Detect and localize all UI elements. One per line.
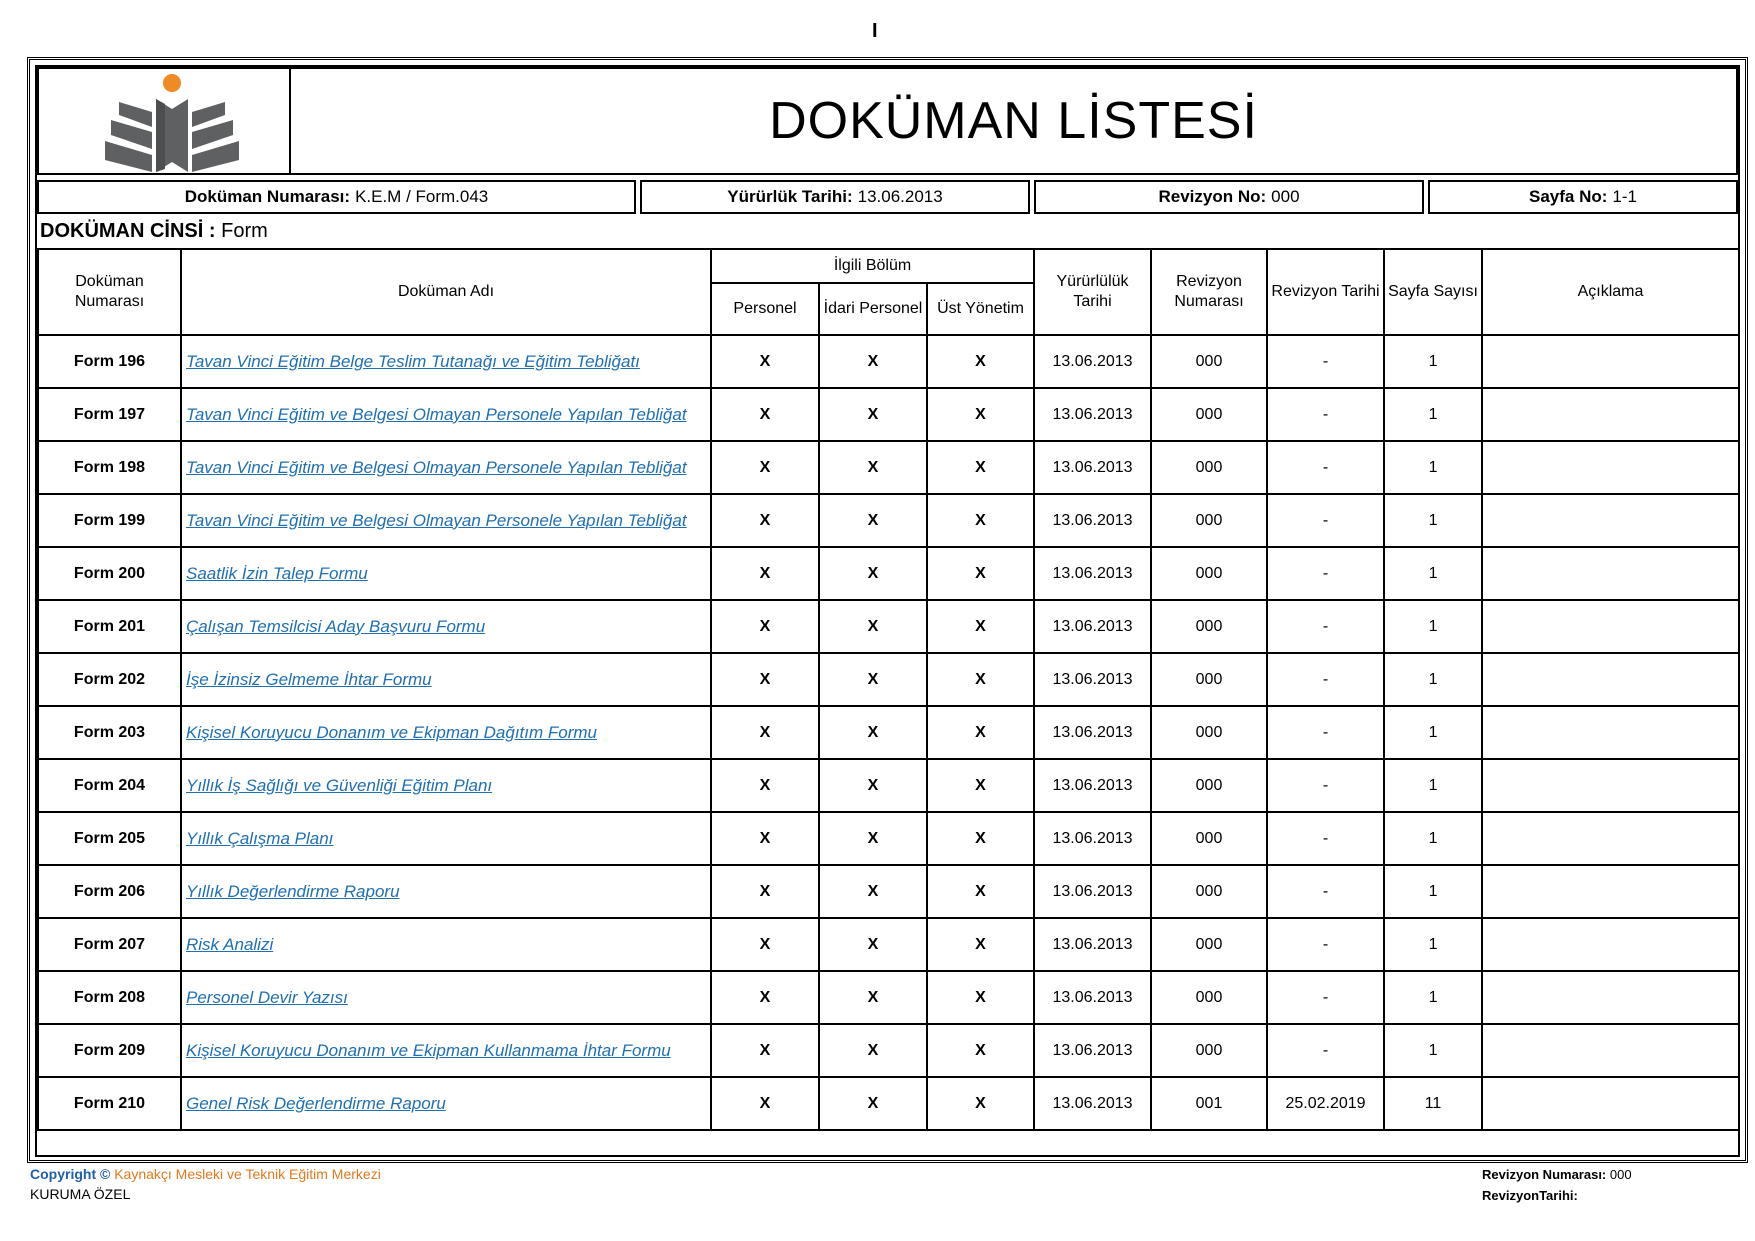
footer-rev-date-label: RevizyonTarihi: (1482, 1188, 1578, 1203)
row-doc-name (181, 865, 711, 918)
doc-number-value: K.E.M / Form.043 (355, 187, 489, 206)
row-admin-personnel-mark: X (819, 388, 927, 441)
doc-link[interactable]: İşe İzinsiz Gelmeme İhtar Formu (186, 669, 432, 689)
doc-link[interactable]: Tavan Vinci Eğitim ve Belgesi Olmayan Personele Yapılan Tebliğat (186, 457, 687, 477)
table-row (38, 653, 1739, 706)
table-row (38, 759, 1739, 812)
doc-type-label: DOKÜMAN CİNSİ : (40, 220, 216, 242)
row-personnel-mark: X (711, 865, 819, 918)
table-row (38, 865, 1739, 918)
row-revision-number: 000 (1151, 706, 1267, 759)
row-revision-number: 000 (1151, 600, 1267, 653)
row-doc-name (181, 388, 711, 441)
row-revision-date: - (1267, 441, 1384, 494)
doc-number-label: Doküman Numarası: (184, 187, 351, 206)
row-revision-number: 000 (1151, 865, 1267, 918)
header-doc-name: Doküman Adı (181, 249, 711, 335)
row-description (1482, 1077, 1739, 1130)
row-personnel-mark: X (711, 335, 819, 388)
doc-link[interactable]: Yıllık Değerlendirme Raporu (186, 881, 400, 901)
row-doc-name (181, 1024, 711, 1077)
row-top-management-mark: X (927, 494, 1034, 547)
row-doc-name (181, 547, 711, 600)
document-title: DOKÜMAN LİSTESİ (769, 92, 1258, 150)
row-doc-number: Form 200 (38, 547, 181, 600)
row-top-management-mark: X (927, 1077, 1034, 1130)
row-revision-number: 000 (1151, 441, 1267, 494)
document-info-bar (37, 180, 1738, 214)
row-page-count: 1 (1384, 759, 1482, 812)
row-personnel-mark: X (711, 441, 819, 494)
copyright-label: Copyright © (30, 1166, 111, 1182)
row-revision-date: - (1267, 335, 1384, 388)
row-effective-date: 13.06.2013 (1034, 865, 1151, 918)
row-top-management-mark: X (927, 706, 1034, 759)
table-row (38, 918, 1739, 971)
row-doc-number: Form 202 (38, 653, 181, 706)
row-page-count: 1 (1384, 865, 1482, 918)
row-revision-number: 000 (1151, 388, 1267, 441)
row-revision-date: - (1267, 388, 1384, 441)
doc-link[interactable]: Tavan Vinci Eğitim ve Belgesi Olmayan Personele Yapılan Tebliğat (186, 510, 687, 530)
row-admin-personnel-mark: X (819, 971, 927, 1024)
header-admin-personnel: İdari Personel (819, 283, 927, 335)
revision-label: Revizyon No: (1158, 187, 1267, 206)
row-revision-number: 001 (1151, 1077, 1267, 1130)
row-description (1482, 547, 1739, 600)
logo-cell (39, 69, 291, 173)
row-doc-number: Form 207 (38, 918, 181, 971)
table-row (38, 1024, 1739, 1077)
doc-link[interactable]: Personel Devir Yazısı (186, 987, 348, 1007)
row-page-count: 1 (1384, 494, 1482, 547)
row-page-count: 1 (1384, 335, 1482, 388)
row-personnel-mark: X (711, 812, 819, 865)
row-page-count: 1 (1384, 971, 1482, 1024)
row-effective-date: 13.06.2013 (1034, 1024, 1151, 1077)
page-mark: I (872, 20, 878, 42)
row-doc-number: Form 210 (38, 1077, 181, 1130)
row-description (1482, 706, 1739, 759)
row-admin-personnel-mark: X (819, 494, 927, 547)
row-effective-date: 13.06.2013 (1034, 971, 1151, 1024)
row-description (1482, 812, 1739, 865)
footer-rev-number-label: Revizyon Numarası: (1482, 1167, 1607, 1182)
row-revision-number: 000 (1151, 1024, 1267, 1077)
row-admin-personnel-mark: X (819, 759, 927, 812)
row-description (1482, 971, 1739, 1024)
row-top-management-mark: X (927, 918, 1034, 971)
row-effective-date: 13.06.2013 (1034, 653, 1151, 706)
row-description (1482, 600, 1739, 653)
row-personnel-mark: X (711, 653, 819, 706)
row-doc-name (181, 1077, 711, 1130)
page-number-value: 1-1 (1612, 187, 1637, 206)
row-description (1482, 918, 1739, 971)
table-row (38, 335, 1739, 388)
row-page-count: 11 (1384, 1077, 1482, 1130)
row-page-count: 1 (1384, 653, 1482, 706)
row-effective-date: 13.06.2013 (1034, 706, 1151, 759)
row-top-management-mark: X (927, 759, 1034, 812)
row-doc-number: Form 204 (38, 759, 181, 812)
row-personnel-mark: X (711, 1077, 819, 1130)
row-page-count: 1 (1384, 600, 1482, 653)
row-revision-number: 000 (1151, 653, 1267, 706)
row-personnel-mark: X (711, 547, 819, 600)
row-revision-date: - (1267, 600, 1384, 653)
page-number-box (1428, 180, 1738, 214)
doc-link[interactable]: Kişisel Koruyucu Donanım ve Ekipman Dağıtım Formu (186, 722, 597, 742)
row-doc-name (181, 759, 711, 812)
row-revision-number: 000 (1151, 335, 1267, 388)
row-revision-number: 000 (1151, 494, 1267, 547)
row-admin-personnel-mark: X (819, 812, 927, 865)
row-doc-name (181, 706, 711, 759)
row-effective-date: 13.06.2013 (1034, 441, 1151, 494)
table-row (38, 1077, 1739, 1130)
row-admin-personnel-mark: X (819, 706, 927, 759)
row-description (1482, 441, 1739, 494)
revision-value: 000 (1271, 187, 1300, 206)
row-personnel-mark: X (711, 600, 819, 653)
doc-number-box (37, 180, 636, 214)
footer-right (1482, 1164, 1632, 1206)
row-top-management-mark: X (927, 865, 1034, 918)
row-effective-date: 13.06.2013 (1034, 335, 1151, 388)
row-personnel-mark: X (711, 706, 819, 759)
row-revision-date: - (1267, 494, 1384, 547)
institution-logo-icon (39, 69, 289, 173)
row-revision-date: - (1267, 918, 1384, 971)
row-doc-number: Form 203 (38, 706, 181, 759)
row-revision-date: - (1267, 865, 1384, 918)
row-revision-number: 000 (1151, 759, 1267, 812)
document-header (37, 67, 1738, 175)
row-top-management-mark: X (927, 971, 1034, 1024)
row-personnel-mark: X (711, 759, 819, 812)
row-effective-date: 13.06.2013 (1034, 494, 1151, 547)
row-doc-name (181, 812, 711, 865)
row-admin-personnel-mark: X (819, 865, 927, 918)
row-page-count: 1 (1384, 706, 1482, 759)
row-doc-name (181, 918, 711, 971)
row-admin-personnel-mark: X (819, 441, 927, 494)
row-doc-number: Form 197 (38, 388, 181, 441)
row-description (1482, 494, 1739, 547)
row-doc-number: Form 198 (38, 441, 181, 494)
row-personnel-mark: X (711, 971, 819, 1024)
row-page-count: 1 (1384, 918, 1482, 971)
table-row (38, 706, 1739, 759)
row-description (1482, 335, 1739, 388)
row-doc-number: Form 209 (38, 1024, 181, 1077)
row-top-management-mark: X (927, 812, 1034, 865)
row-revision-date: - (1267, 812, 1384, 865)
row-description (1482, 388, 1739, 441)
row-revision-date: - (1267, 706, 1384, 759)
row-doc-name (181, 653, 711, 706)
row-top-management-mark: X (927, 335, 1034, 388)
row-page-count: 1 (1384, 812, 1482, 865)
row-page-count: 1 (1384, 388, 1482, 441)
row-top-management-mark: X (927, 1024, 1034, 1077)
row-effective-date: 13.06.2013 (1034, 918, 1151, 971)
header-description: Açıklama (1482, 249, 1739, 335)
table-row (38, 441, 1739, 494)
row-effective-date: 13.06.2013 (1034, 812, 1151, 865)
row-revision-date: 25.02.2019 (1267, 1077, 1384, 1130)
revision-box (1034, 180, 1424, 214)
row-description (1482, 759, 1739, 812)
row-doc-number: Form 196 (38, 335, 181, 388)
effective-date-box (640, 180, 1030, 214)
row-doc-number: Form 199 (38, 494, 181, 547)
row-effective-date: 13.06.2013 (1034, 600, 1151, 653)
row-admin-personnel-mark: X (819, 600, 927, 653)
row-description (1482, 865, 1739, 918)
row-revision-number: 000 (1151, 971, 1267, 1024)
row-revision-date: - (1267, 971, 1384, 1024)
row-description (1482, 653, 1739, 706)
table-row (38, 971, 1739, 1024)
header-revision-date: Revizyon Tarihi (1267, 249, 1384, 335)
row-top-management-mark: X (927, 547, 1034, 600)
header-doc-number: Doküman Numarası (38, 249, 181, 335)
row-doc-number: Form 205 (38, 812, 181, 865)
row-effective-date: 13.06.2013 (1034, 1077, 1151, 1130)
page-number-label: Sayfa No: (1529, 187, 1608, 206)
row-doc-name (181, 971, 711, 1024)
row-doc-number: Form 206 (38, 865, 181, 918)
row-top-management-mark: X (927, 600, 1034, 653)
row-doc-name (181, 600, 711, 653)
row-effective-date: 13.06.2013 (1034, 759, 1151, 812)
doc-link[interactable]: Tavan Vinci Eğitim ve Belgesi Olmayan Personele Yapılan Tebliğat (186, 404, 687, 424)
org-name: Kaynakçı Mesleki ve Teknik Eğitim Merkezi (114, 1166, 381, 1182)
footer-rev-number-value: 000 (1609, 1167, 1632, 1182)
header-top-management: Üst Yönetim (927, 283, 1034, 335)
effective-date-label: Yürürlük Tarihi: (727, 187, 853, 206)
row-personnel-mark: X (711, 1024, 819, 1077)
row-admin-personnel-mark: X (819, 335, 927, 388)
row-doc-name (181, 494, 711, 547)
row-effective-date: 13.06.2013 (1034, 547, 1151, 600)
header-page-count: Sayfa Sayısı (1384, 249, 1482, 335)
row-revision-date: - (1267, 1024, 1384, 1077)
row-personnel-mark: X (711, 494, 819, 547)
row-top-management-mark: X (927, 441, 1034, 494)
row-admin-personnel-mark: X (819, 547, 927, 600)
row-description (1482, 1024, 1739, 1077)
doc-link[interactable]: Genel Risk Değerlendirme Raporu (186, 1093, 446, 1113)
header-related-dept: İlgili Bölüm (711, 249, 1034, 283)
table-row (38, 547, 1739, 600)
table-row (38, 388, 1739, 441)
table-row (38, 494, 1739, 547)
row-revision-number: 000 (1151, 812, 1267, 865)
doc-link[interactable]: Yıllık Çalışma Planı (186, 828, 334, 848)
row-top-management-mark: X (927, 653, 1034, 706)
row-page-count: 1 (1384, 1024, 1482, 1077)
table-row (38, 812, 1739, 865)
row-doc-name (181, 441, 711, 494)
row-doc-name (181, 335, 711, 388)
header-revision-number: Revizyon Numarası (1151, 249, 1267, 335)
row-top-management-mark: X (927, 388, 1034, 441)
row-revision-date: - (1267, 547, 1384, 600)
row-revision-number: 000 (1151, 547, 1267, 600)
row-revision-number: 000 (1151, 918, 1267, 971)
doc-link[interactable]: Risk Analizi (186, 934, 274, 954)
doc-type-value: Form (221, 220, 268, 242)
footer-left (30, 1164, 381, 1204)
row-admin-personnel-mark: X (819, 918, 927, 971)
classification-text: KURUMA ÖZEL (30, 1186, 131, 1202)
doc-link[interactable]: Saatlik İzin Talep Formu (186, 563, 368, 583)
row-page-count: 1 (1384, 547, 1482, 600)
doc-link[interactable]: Tavan Vinci Eğitim Belge Teslim Tutanağı ve Eğitim Tebliğatı (186, 351, 640, 371)
table-row (38, 600, 1739, 653)
document-rows (38, 335, 1739, 1130)
row-admin-personnel-mark: X (819, 653, 927, 706)
document-list-table (37, 248, 1740, 1131)
row-personnel-mark: X (711, 388, 819, 441)
row-doc-number: Form 208 (38, 971, 181, 1024)
row-revision-date: - (1267, 759, 1384, 812)
row-page-count: 1 (1384, 441, 1482, 494)
header-personnel: Personel (711, 283, 819, 335)
row-personnel-mark: X (711, 918, 819, 971)
header-effective-date: Yürürlülük Tarihi (1034, 249, 1151, 335)
doc-link[interactable]: Yıllık İş Sağlığı ve Güvenliği Eğitim Planı (186, 775, 493, 795)
doc-link[interactable]: Çalışan Temsilcisi Aday Başvuru Formu (186, 616, 486, 636)
doc-type-line (40, 220, 268, 243)
row-admin-personnel-mark: X (819, 1024, 927, 1077)
row-revision-date: - (1267, 653, 1384, 706)
doc-link[interactable]: Kişisel Koruyucu Donanım ve Ekipman Kullanmama İhtar Formu (186, 1040, 671, 1060)
effective-date-value: 13.06.2013 (857, 187, 943, 206)
row-effective-date: 13.06.2013 (1034, 388, 1151, 441)
row-doc-number: Form 201 (38, 600, 181, 653)
row-admin-personnel-mark: X (819, 1077, 927, 1130)
